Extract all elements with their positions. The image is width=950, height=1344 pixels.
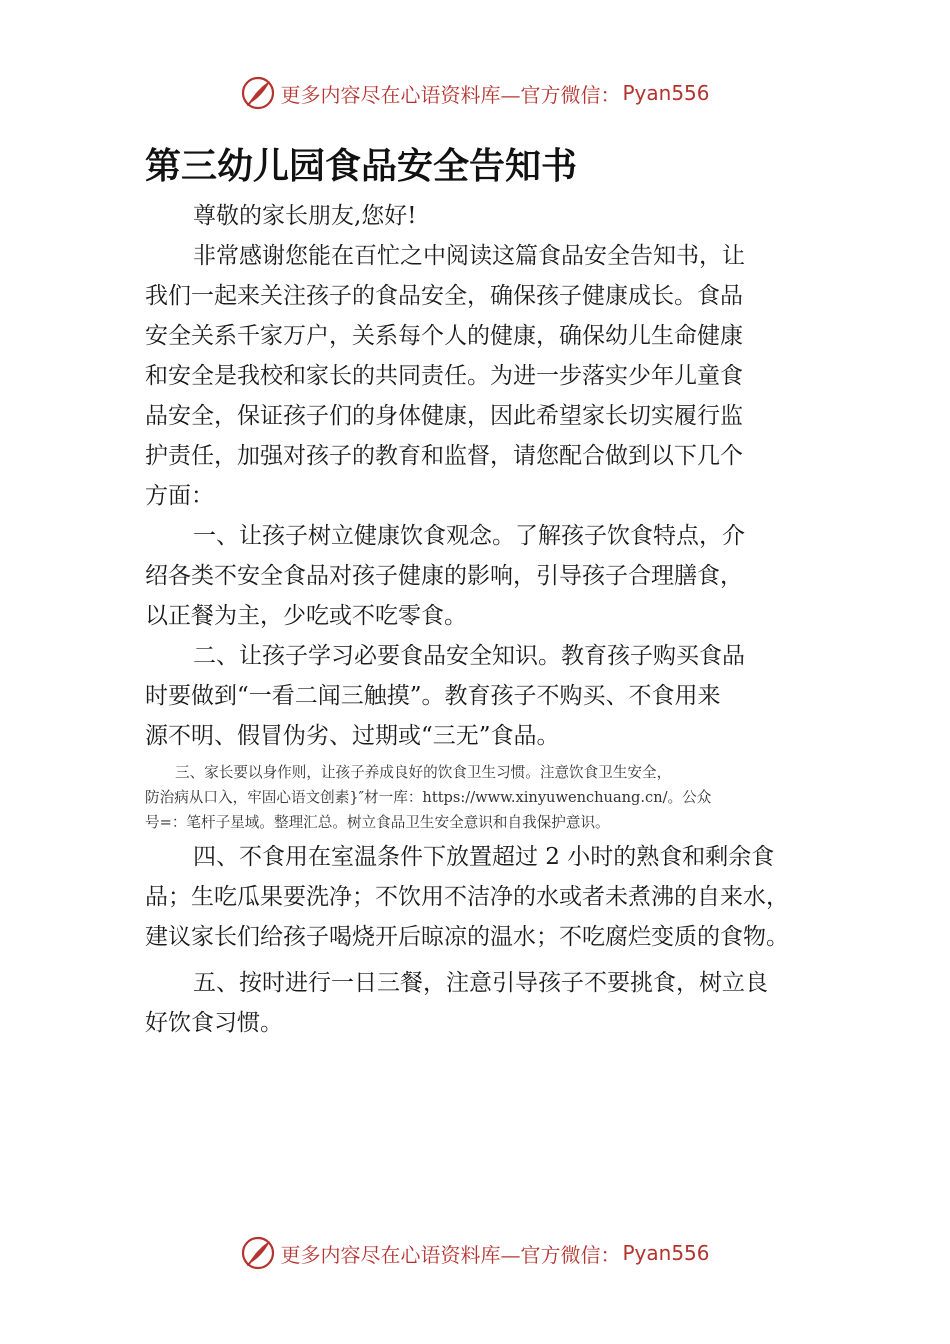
footer-banner (0, 1233, 950, 1273)
text-line: 五、按时进行一日三餐，注意引导孩子不要挑食，树立良 (193, 970, 768, 996)
text-line: 防治病从口入，牢固心语文创素}″材一库：https://www.xinyuwenchuang.cn/。公众 (145, 789, 712, 806)
text-line: 绍各类不安全食品对孩子健康的影响，引导孩子合理膳食， (145, 563, 743, 589)
text-line: 方面： (145, 483, 214, 509)
banner-text: 更多内容尽在心语资料库—官方微信： (280, 1242, 621, 1267)
paragraph-item-4 (145, 837, 810, 957)
text-line: 好饮食习惯。 (145, 1010, 283, 1036)
banner-text: 更多内容尽在心语资料库—官方微信： (280, 82, 621, 107)
text-line: 品安全，保证孩子们的身体健康，因此希望家长切实履行监 (145, 403, 743, 429)
text-line: 四、不食用在室温条件下放置超过 2 小时的熟食和剩余食 (193, 844, 775, 870)
paragraph-intro (145, 236, 810, 516)
text-line: 建议家长们给孩子喝烧开后晾凉的温水；不吃腐烂变质的食物。 (145, 924, 789, 950)
text-line: 我们一起来关注孩子的食品安全，确保孩子健康成长。食品 (145, 283, 743, 309)
text-line: 二、让孩子学习必要食品安全知识。教育孩子购买食品 (193, 643, 745, 669)
header-banner (0, 73, 950, 113)
text-line: 非常感谢您能在百忙之中阅读这篇食品安全告知书，让 (193, 243, 745, 269)
text-line: 安全关系千家万户，关系每个人的健康，确保幼儿生命健康 (145, 323, 743, 349)
quill-pen-icon (240, 75, 276, 111)
document-body (145, 196, 810, 1043)
greeting-line: 尊敬的家长朋友,您好! (193, 203, 417, 229)
text-line: 以正餐为主，少吃或不吃零食。 (145, 603, 467, 629)
text-line: 源不明、假冒伪劣、过期或“三无”食品。 (145, 723, 560, 749)
paragraph-item-2 (145, 636, 810, 756)
wechat-id: Pyan556 (622, 81, 710, 105)
wechat-id: Pyan556 (622, 1241, 710, 1265)
document-title: 第三幼儿园食品安全告知书 (145, 146, 578, 187)
text-line: 时要做到“一看二闻三触摸”。教育孩子不购买、不食用来 (145, 683, 721, 709)
text-line: 和安全是我校和家长的共同责任。为进一步落实少年儿童食 (145, 363, 743, 389)
text-line: 号=：笔杆子星域。整理汇总。树立食品卫生安全意识和自我保护意识。 (145, 814, 610, 831)
text-line: 一、让孩子树立健康饮食观念。了解孩子饮食特点，介 (193, 523, 745, 549)
text-line: 三、家长要以身作则，让孩子养成良好的饮食卫生习惯。注意饮食卫生安全， (175, 764, 672, 781)
paragraph-item-3 (145, 760, 810, 835)
text-line: 品；生吃瓜果要洗净；不饮用不洁净的水或者未煮沸的自来水， (145, 884, 789, 910)
quill-pen-icon (240, 1235, 276, 1271)
paragraph-item-5 (145, 963, 810, 1043)
text-line: 护责任，加强对孩子的教育和监督，请您配合做到以下几个 (145, 443, 743, 469)
paragraph-item-1 (145, 516, 810, 636)
greeting (145, 196, 810, 236)
